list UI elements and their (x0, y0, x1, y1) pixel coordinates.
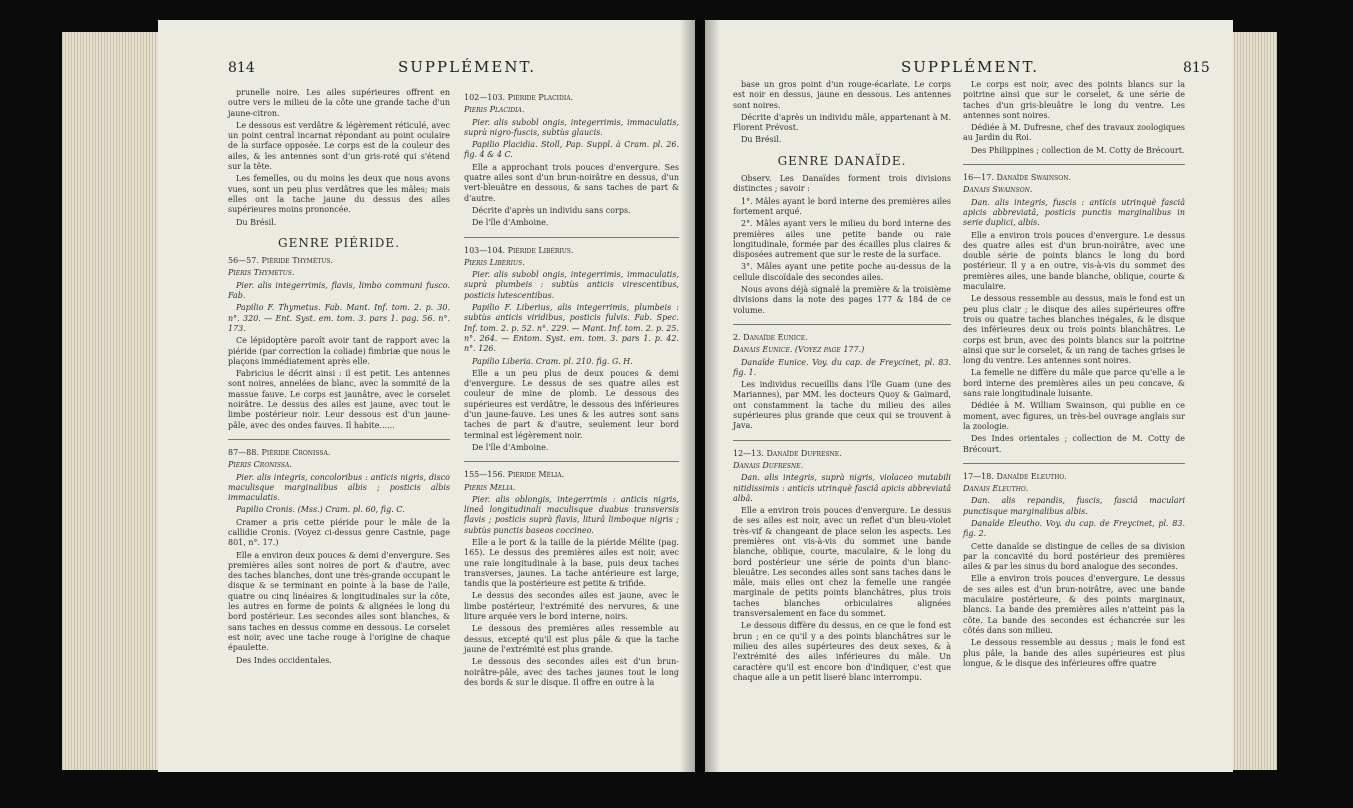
paragraph: Elle a environ trois pouces d'envergure. Le dessus de ses ailes est d'un brun-noirâtre, avec une bande maculaire postérieure, & des points marginaux, blancs. La bande des premières ailes n'atteint pas la côte. La bande des secondes est échancrée sur les côtés dans son milieu. (963, 574, 1185, 635)
running-head-left: SUPPLÉMENT. (398, 58, 537, 76)
paragraph: Décrite d'après un individu sans corps. (472, 205, 631, 215)
diagnosis-text: Papilio F. Thymetus. Fab. Mant. Inf. tom. 2. p. 30. n°. 320. — Ent. Syst. em. tom. 3. pars 1. pag. 56. n°. 173. (228, 303, 450, 333)
paragraph: Le dessus des secondes ailes est jaune, avec le limbe postérieur, l'extrémité des nervures, & une liture arquée vers le bord interne, noirs. (464, 591, 679, 622)
latin-name: Danais Eleutho. (963, 484, 1029, 494)
paragraph: Elle a environ trois pouces d'envergure. Le dessus de ses ailes est noir, avec un reflet d'un bleu-violet très-vif & changeant de place selon les aspects. Les premières ont vis-à-vis du sommet une bande blanche, oblique, courte, maculaire, & le long du bord postérieur une série de points d'un blanc-bleuâtre. Les secondes ailes sont sans taches dans le mâle, mais elles ont chez la femelle une rangée marginale de petits points blanchâtres, plus trois taches blanches orbiculaires alignées transversalement en face du sommet. (733, 506, 951, 619)
species-title: 103—104. Piéride Libérius. (464, 245, 574, 255)
section-divider (733, 324, 951, 325)
column-left-1 (228, 88, 450, 668)
paragraph: Cramer a pris cette piéride pour le mâle de la callidie Cronis. (Voyez ci-dessus genre Castnie, page 801, n°. 17.) (228, 517, 450, 548)
diagnosis-text: Papilio Cronis. (Mss.) Cram. pl. 60, fig. C. (236, 505, 405, 515)
paragraph: Elle a le port & la taille de la piéride Mélite (pag. 165). Le dessus des premières ailes est noir, avec une raie longitudinale à la base, puis deux taches transverses, jaunes. La tache antérieure est large, tandis que la postérieure est petite & trifide. (464, 537, 679, 589)
species-title: 12—13. Danaïde Dufresne. (733, 448, 842, 458)
diagnosis-text: Pier. alis oblongis, integerrimis : anticis nigris, lineâ longitudinali maculisque duabus transversis flavis ; posticis suprà flavis, liturâ limboque nigris ; subtùs punctis baseos coccineo. (464, 494, 679, 535)
book-gutter (680, 20, 720, 772)
section-divider (963, 164, 1185, 165)
diagnosis-text: Papilio F. Liberius, alis integerrimis, plumbeis : subtùs anticis viridibus, posticis fulvis. Fab. Spec. Inf. tom. 2. p. 52. n°. 229. — Mant. Inf. tom. 2. p. 25. n°. 264. — Entom. Syst. em. tom. 3. pars 1. p. 42. n°. 126. (464, 303, 679, 354)
paragraph: Le dessous des premières ailes ressemble au dessus, excepté qu'il est plus pâle & que la tache jaune de l'extrémité est plus grande. (464, 624, 679, 654)
paragraph: De l'île d'Amboine. (472, 442, 549, 452)
genus-heading: GENRE PIÉRIDE. (278, 235, 400, 250)
column-right-1 (733, 80, 951, 685)
latin-name: Pieris Liberius. (464, 257, 525, 267)
page-number-right: 815 (1183, 60, 1210, 76)
diagnosis-text: Pier. alis integerrimis, flavis, limbo communi fusco. Fab. (228, 280, 450, 301)
column-right-2 (963, 80, 1185, 671)
paragraph: Du Brésil. (236, 217, 277, 227)
column-left-2 (464, 88, 679, 690)
left-page (158, 20, 695, 772)
diagnosis-text: Papilio Placidia. Stoll, Pap. Suppl. à Cram. pl. 26. fig. 4 & 4 C. (464, 140, 679, 160)
species-title: 56—57. Piéride Thymétus. (228, 256, 333, 266)
diagnosis-text: Danaïde Eleutho. Voy. du cap. de Freycinet, pl. 83. fig. 2. (963, 518, 1185, 539)
paragraph: 3°. Mâles ayant une petite poche au-dessus de la cellule discoïdale des secondes ailes. (733, 262, 951, 282)
paragraph: Décrite d'après un individu mâle, appartenant à M. Florent Prévost. (733, 112, 951, 133)
section-divider (464, 237, 679, 238)
paragraph: Des Indes occidentales. (236, 655, 332, 665)
species-title: 102—103. Piéride Placidia. (464, 93, 574, 102)
species-title: 17—18. Danaïde Eleutho. (963, 471, 1067, 481)
species-title: 87—88. Piéride Cronissa. (228, 447, 331, 457)
paragraph: Le dessous ressemble au dessus, mais le fond est un peu plus clair ; le disque des ailes supérieures offre trois ou quatre taches blanches inégales, & le disque des inférieures deux ou trois points blanchâtres. Le corps est brun, avec des points blancs sur la poitrine ainsi que sur le corselet, & un rang de taches grises le long du ventre. Les antennes sont noires. (963, 294, 1185, 366)
latin-name: Pieris Placidia. (464, 105, 525, 115)
paragraph: Dédiée à M. William Swainson, qui publie en ce moment, avec figures, un très-bel ouvrage anglais sur la zoologie. (963, 401, 1185, 431)
paragraph: 1°. Mâles ayant le bord interne des premières ailes fortement arqué. (733, 196, 951, 216)
paragraph: Le dessous diffère du dessus, en ce que le fond est brun ; en ce qu'il y a des points blanchâtres sur le milieu des ailes supérieures des deux sexes, & à l'extrémité des ailes inférieures du mâle. Un caractère qu'il est encore bon d'indiquer, c'est que chaque aile a un petit liseré blanc interrompu. (733, 621, 951, 682)
paragraph: Fabricius le décrit ainsi : il est petit. Les antennes sont noires, annelées de blanc, avec la sommité de la massue fauve. Le corps est jaunâtre, avec le corselet noirâtre. Le dessus des ailes est jaune, avec tout le limbe postérieur noir. Leur dessous est d'un jaune-pâle, avec des ondes fauves. Il habite...... (228, 369, 450, 430)
diagnosis-text: Danaïde Eunice. Voy. du cap. de Freycinet, pl. 83. fig. 1. (733, 357, 951, 377)
paragraph: Elle a environ trois pouces d'envergure. Le dessus des quatre ailes est d'un brun-noirâtre, avec une double série de points blancs le long du bord postérieur. Il y a en outre, vis-à-vis du sommet des premières ailes, une bande blanche, oblique, courte & maculaire. (963, 230, 1185, 292)
species-title: 155—156. Piéride Mélia. (464, 470, 565, 480)
paragraph: Nous avons déjà signalé la première & la troisième divisions dans la note des pages 177 & 184 de ce volume. (733, 285, 951, 315)
section-divider (228, 439, 450, 440)
latin-name: Danais Eunice. (Voyez page 177.) (733, 345, 865, 355)
latin-name: Pieris Melia. (464, 482, 516, 492)
diagnosis-text: Pier. alis integris, concoloribus : anticis nigris, disco maculisque marginalibus albis ; posticis albis immaculatis. (228, 472, 450, 503)
diagnosis-text: Pier. alis subobl ongis, integerrimis, immaculatis, suprà nigro-fuscis, subtùs glaucis. (464, 117, 679, 137)
diagnosis-text: Papilio Liberia. Cram. pl. 210. fig. G. H. (472, 356, 633, 366)
genus-heading: GENRE DANAÏDE. (777, 153, 907, 168)
paragraph: prunelle noire. Les ailes supérieures offrent en outre vers le milieu de la côte une grande tache d'un jaune-citron. (228, 88, 450, 118)
species-title: 2. Danaïde Eunice. (733, 332, 808, 342)
paragraph: Les femelles, ou du moins les deux que nous avons vues, sont un peu plus verdâtres que les mâles; mais elles ont la tache jaune du dessus des ailes supérieures moins prononcée. (228, 174, 450, 215)
section-divider (464, 461, 679, 462)
latin-name: Pieris Thymetus. (228, 268, 295, 278)
paragraph: Le dessous ressemble au dessus ; mais le fond est plus pâle, la bande des ailes supérieures est plus longue, & le disque des inférieures offre quatre (963, 638, 1185, 668)
paragraph: Cette danaïde se distingue de celles de sa division par la concavité du bord postérieur des premières ailes & par les sinus du bord analogue des secondes. (963, 541, 1185, 572)
paragraph: Observ. Les Danaïdes forment trois divisions distinctes ; savoir : (733, 174, 951, 194)
paragraph: Elle a un peu plus de deux pouces & demi d'envergure. Le dessus de ses quatre ailes est couleur de mine de plomb. Le dessous des supérieures est verdâtre, le dessous des inférieures d'un jaune-fauve. Les unes & les autres sont sans taches de part & d'autre, seulement leur bord terminal est légèrement noir. (464, 368, 679, 440)
diagnosis-text: Pier. alis subobl ongis, integerrimis, immaculatis, suprà plumbeis : subtùs anticis virescentibus, posticis lutescentibus. (464, 270, 679, 300)
paragraph: Des Philippines ; collection de M. Cotty de Brécourt. (971, 145, 1185, 155)
paragraph: Elle a environ deux pouces & demi d'envergure. Ses premières ailes sont noires de port & d'autre, avec des taches blanches, dont une très-grande occupant le disque & se terminant en pointe à la base de l'aile, quatre ou cinq linéaires & longitudinales sur la côte, les autres en forme de points & alignées le long du bord postérieur. Les secondes ailes sont blanches, & sans taches en dessus comme en dessous. Le corselet est noir, avec une tache rouge à l'origine de chaque épaulette. (228, 550, 450, 653)
latin-name: Danais Swainson. (963, 185, 1033, 195)
page-number-left: 814 (228, 60, 255, 76)
paragraph: Des Indes orientales ; collection de M. Cotty de Brécourt. (963, 434, 1185, 454)
paragraph: Ce lépidoptère paroît avoir tant de rapport avec la piéride (par correction la coliade) fimbriæ que nous le plaçons immédiatement après elle. (228, 336, 450, 366)
species-title: 16—17. Danaïde Swainson. (963, 173, 1072, 183)
right-page (705, 20, 1233, 772)
left-page-edges (62, 32, 160, 770)
latin-name: Pieris Cronissa. (228, 460, 292, 470)
paragraph: Elle a approchant trois pouces d'envergure. Ses quatre ailes sont d'un brun-noirâtre en dessus, d'un vert-bleuâtre en dessous, & sans taches de part & d'autre. (464, 162, 679, 203)
diagnosis-text: Dan. alis integris, fuscis : anticis utrinquè fasciâ apicis abbreviatâ, posticis punctis marginalibus in serie duplici, albis. (963, 197, 1185, 228)
diagnosis-text: Dan. alis repandis, fuscis, fasciâ maculari punctisque marginalibus albis. (963, 496, 1185, 516)
paragraph: Dédiée à M. Dufresne, chef des travaux zoologiques au Jardin du Roi. (963, 123, 1185, 143)
running-head-right: SUPPLÉMENT. (901, 58, 1040, 76)
paragraph: 2°. Mâles ayant vers le milieu du bord interne des premières ailes une petite bande ou raie longitudinale, formée par des écailles plus claires & disposées autrement que sur le reste de la surface. (733, 219, 951, 260)
paragraph: De l'île d'Amboine. (472, 218, 549, 228)
section-divider (733, 440, 951, 441)
paragraph: La femelle ne diffère du mâle que parce qu'elle a le bord interne des premières ailes un peu concave, & sans raie longitudinale luisante. (963, 368, 1185, 399)
paragraph: Les individus recueillis dans l'île Guam (une des Mariannes), par MM. les docteurs Quoy & Gaimard, ont constamment la tache du milieu des ailes supérieures plus grande que ceux qui se trouvent à Java. (733, 380, 951, 431)
diagnosis-text: Dan. alis integris, suprà nigris, violaceo mutabili nitidissimis : anticis utrinquè fasciâ apicis abbreviatâ albâ. (733, 473, 951, 503)
paragraph: base un gros point d'un rouge-écarlate. Le corps est noir en dessus, jaune en dessous. Les antennes sont noires. (733, 80, 951, 110)
right-page-edges (1231, 32, 1277, 770)
paragraph: Le dessous est verdâtre & légèrement réticulé, avec un point central incarnat répondant au point oculaire de la surface opposée. Le corps est de la couleur des ailes, & les antennes sont d'un gris-roté qui s'étend sur la tête. (228, 120, 450, 172)
paragraph: Du Brésil. (741, 135, 782, 145)
section-divider (963, 463, 1185, 464)
latin-name: Danais Dufresne. (733, 460, 804, 470)
paragraph: Le corps est noir, avec des points blancs sur la poitrine ainsi que sur le corselet, & une série de taches d'un gris-bleuâtre le long du ventre. Les antennes sont noires. (963, 80, 1185, 120)
paragraph: Le dessous des secondes ailes est d'un brun-noirâtre-pâle, avec des taches jaunes tout le long des bords & sur le disque. Il offre en outre à la (464, 657, 679, 687)
